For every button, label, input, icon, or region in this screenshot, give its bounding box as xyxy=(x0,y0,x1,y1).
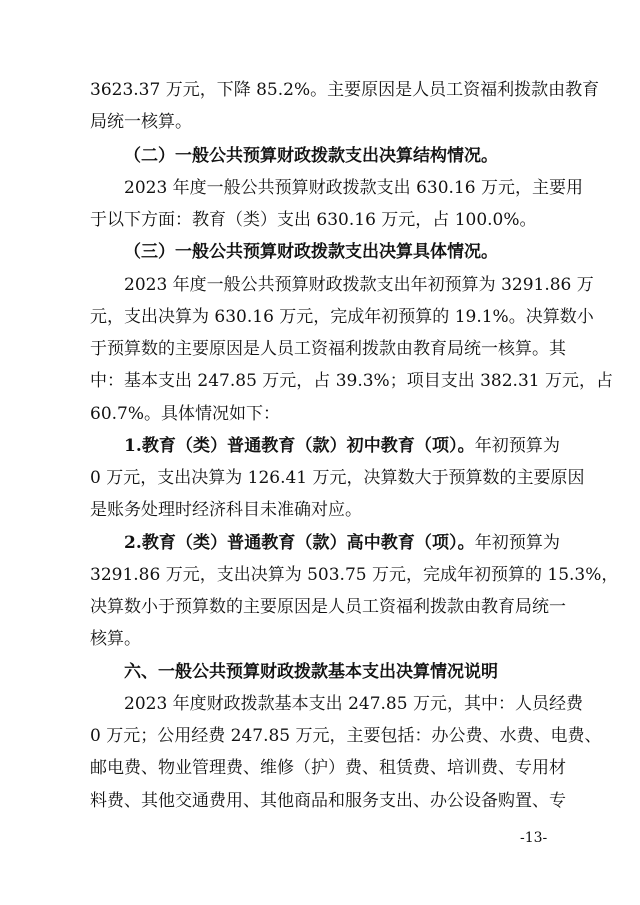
section-heading: 六、一般公共预算财政拨款基本支出决算情况说明 xyxy=(124,662,498,682)
paragraph-line: 邮电费、物业管理费、维修（护）费、租赁费、培训费、专用材 xyxy=(90,758,566,778)
item-heading: 2.教育（类）普通教育（款）高中教育（项）。 xyxy=(124,533,475,553)
paragraph-line xyxy=(124,436,560,456)
paragraph-line: 中：基本支出 247.85 万元，占 39.3%；项目支出 382.31 万元，占 xyxy=(90,371,613,391)
item-heading: 1.教育（类）普通教育（款）初中教育（项）。 xyxy=(124,436,475,456)
item-text: 年初预算为 xyxy=(474,436,560,456)
paragraph-line: 于以下方面：教育（类）支出 630.16 万元，占 100.0%。 xyxy=(90,210,537,230)
page-number: -13- xyxy=(520,830,548,846)
paragraph-line: 2023 年度一般公共预算财政拨款支出年初预算为 3291.86 万 xyxy=(124,275,594,295)
paragraph-line: 2023 年度财政拨款基本支出 247.85 万元，其中：人员经费 xyxy=(124,694,583,714)
section-heading: （二）一般公共预算财政拨款支出决算结构情况。 xyxy=(124,146,498,166)
paragraph-line: 2023 年度一般公共预算财政拨款支出 630.16 万元，主要用 xyxy=(124,178,583,198)
paragraph-line: 0 万元，支出决算为 126.41 万元，决算数大于预算数的主要原因 xyxy=(90,468,585,488)
paragraph-line: 0 万元；公用经费 247.85 万元，主要包括：办公费、水费、电费、 xyxy=(90,726,602,746)
paragraph-line: 决算数小于预算数的主要原因是人员工资福利拨款由教育局统一 xyxy=(90,597,566,617)
paragraph-line: 是账务处理时经济科目未准确对应。 xyxy=(90,500,362,520)
item-text: 年初预算为 xyxy=(474,533,560,553)
paragraph-line: 核算。 xyxy=(90,629,141,649)
paragraph-line: 60.7%。具体情况如下： xyxy=(90,404,281,424)
paragraph-line: 局统一核算。 xyxy=(90,112,192,132)
paragraph-line: 3623.37 万元，下降 85.2%。主要原因是人员工资福利拨款由教育 xyxy=(90,80,600,100)
paragraph-line: 料费、其他交通费用、其他商品和服务支出、办公设备购置、专 xyxy=(90,791,566,811)
paragraph-line: 3291.86 万元，支出决算为 503.75 万元，完成年初预算的 15.3%， xyxy=(90,565,619,585)
paragraph-line xyxy=(124,533,560,553)
section-heading: （三）一般公共预算财政拨款支出决算具体情况。 xyxy=(124,242,498,262)
paragraph-line: 于预算数的主要原因是人员工资福利拨款由教育局统一核算。其 xyxy=(90,339,566,359)
paragraph-line: 元，支出决算为 630.16 万元，完成年初预算的 19.1%。决算数小 xyxy=(90,307,594,327)
